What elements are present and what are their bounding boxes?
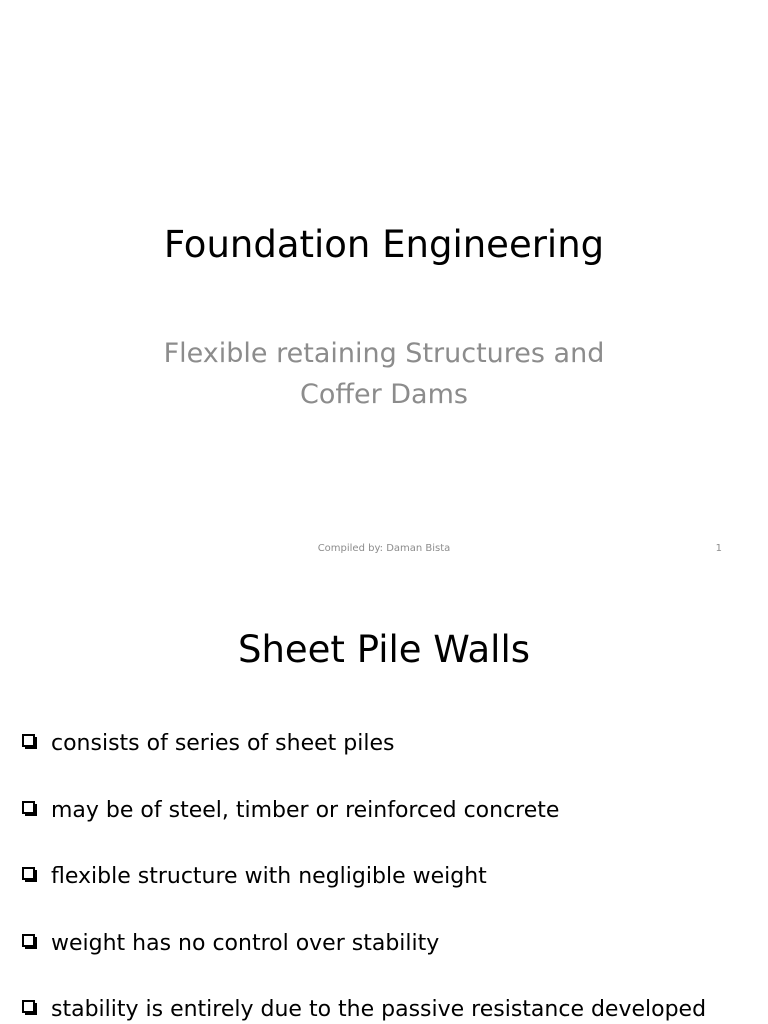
bullet-text: flexible structure with negligible weight: [51, 864, 487, 889]
list-item: [22, 859, 762, 926]
footer-credit: Compiled by: Daman Bista: [317, 543, 451, 554]
list-item: [22, 926, 762, 993]
slide-title: Sheet Pile Walls: [237, 628, 531, 671]
checkbox-icon: [22, 1000, 36, 1014]
bullet-list: [22, 726, 762, 1024]
checkbox-icon: [22, 801, 36, 815]
checkbox-icon: [22, 734, 36, 748]
slide-2: [0, 576, 768, 1024]
list-item: [22, 726, 762, 793]
slide-title: Foundation Engineering: [163, 223, 605, 266]
list-item: [22, 992, 762, 1024]
list-item: [22, 793, 762, 860]
checkbox-icon: [22, 867, 36, 881]
bullet-text: weight has no control over stability: [51, 930, 440, 956]
slide-subtitle: Flexible retaining Structures and Coffer Dams: [163, 338, 605, 410]
bullet-text: may be of steel, timber or reinforced concrete: [51, 797, 560, 823]
checkbox-icon: [22, 934, 36, 948]
slide-number: 1: [715, 543, 722, 554]
bullet-text: stability is entirely due to the passive resistance developed: [51, 997, 707, 1022]
bullet-text: consists of series of sheet piles: [51, 731, 395, 756]
